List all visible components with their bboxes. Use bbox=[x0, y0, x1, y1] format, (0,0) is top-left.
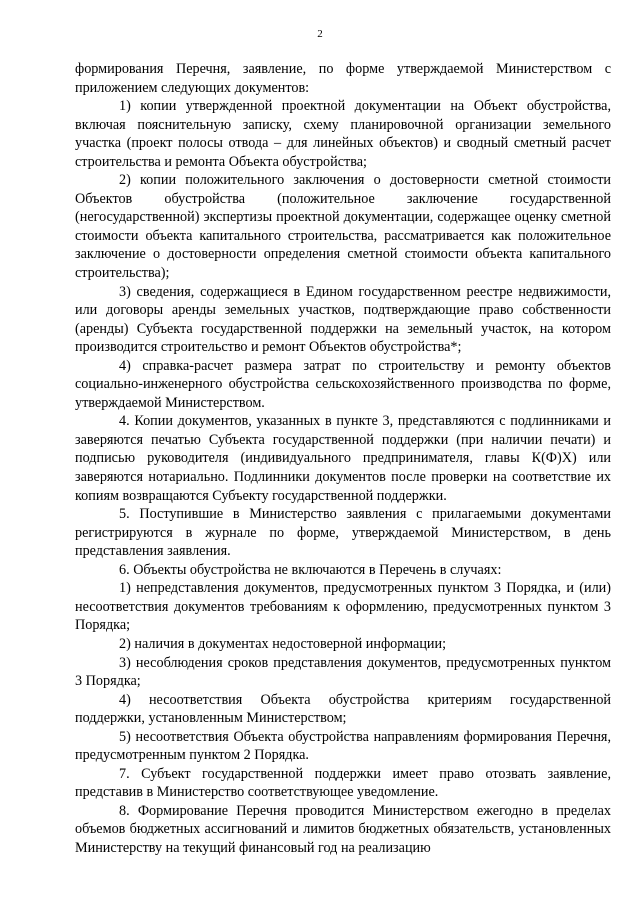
list-item-4-cost-calculation: 4) справка-расчет размера затрат по строительству и ремонту объектов социально-инженерного обустройства сельскохозяйственного производства по форме, утверждаемой Министерством. bbox=[75, 357, 611, 411]
clause-5-registration: 5. Поступившие в Министерство заявления с прилагаемыми документами регистрируются в журнале по форме, утверждаемой Министерством, в день представления заявления. bbox=[75, 506, 611, 560]
paragraph-intro-continuation: формирования Перечня, заявление, по форме утверждаемой Министерством с приложением следующих документов: bbox=[75, 61, 611, 96]
clause-4-document-copies: 4. Копии документов, указанных в пункте 3, представляются с подлинниками и заверяются печатью Субъекта государственной поддержки (при наличии печати) и подписью руководителя (индивидуального предпринимателя, главы К(Ф)Х) или заверяются нотариально. Подлинники документов после проверки на соответствие их копиям возвращаются Субъекту государственной поддержки. bbox=[75, 413, 611, 504]
list-item-3-registry-info: 3) сведения, содержащиеся в Едином государственном реестре недвижимости, или договоры аренды земельных участков, подтверждающие право собственности (аренды) Субъекта государственной поддержки на земельный участок, на котором производится строительство и ремонт Объектов обустройства*; bbox=[75, 283, 611, 356]
exclusion-item-2: 2) наличия в документах недостоверной информации; bbox=[119, 635, 447, 652]
clause-6-exclusion-cases: 6. Объекты обустройства не включаются в Перечень в случаях: bbox=[119, 561, 502, 578]
list-item-1-project-documentation: 1) копии утвержденной проектной документации на Объект обустройства, включая пояснительную записку, схему планировочной организации земельного участка (проект полосы отвода – для линейных объектов) и сводный сметный расчет строительства и ремонта Объекта обустройства; bbox=[75, 98, 611, 170]
document-body bbox=[75, 60, 611, 858]
exclusion-item-4: 4) несоответствия Объекта обустройства критериям государственной поддержки, установленным Министерством; bbox=[75, 691, 611, 727]
clause-7-withdrawal: 7. Субъект государственной поддержки имеет право отозвать заявление, представив в Министерство соответствующее уведомление. bbox=[75, 765, 611, 801]
exclusion-item-1: 1) непредставления документов, предусмотренных пунктом 3 Порядка, и (или) несоответствия документов требованиям к оформлению, предусмотренных пунктом 3 Порядка; bbox=[75, 580, 611, 634]
page-number: 2 bbox=[317, 28, 323, 40]
list-item-2-cost-conclusion: 2) копии положительного заключения о достоверности сметной стоимости Объектов обустройства (положительное заключение государственной (негосударственной) экспертизы проектной документации, содержащее оценку сметной стоимости объекта капитального строительства, рассматривается как положительное заключение о достоверности определения сметной стоимости объекта капитального строительства); bbox=[75, 172, 611, 282]
exclusion-item-5: 5) несоответствия Объекта обустройства направлениям формирования Перечня, предусмотренным пунктом 2 Порядка. bbox=[75, 728, 611, 764]
exclusion-item-3: 3) несоблюдения сроков представления документов, предусмотренных пунктом 3 Порядка; bbox=[75, 654, 611, 690]
clause-8-list-formation: 8. Формирование Перечня проводится Министерством ежегодно в пределах объемов бюджетных ассигнований и лимитов бюджетных обязательств, установленных Министерству на текущий финансовый год на реализацию bbox=[75, 802, 611, 856]
